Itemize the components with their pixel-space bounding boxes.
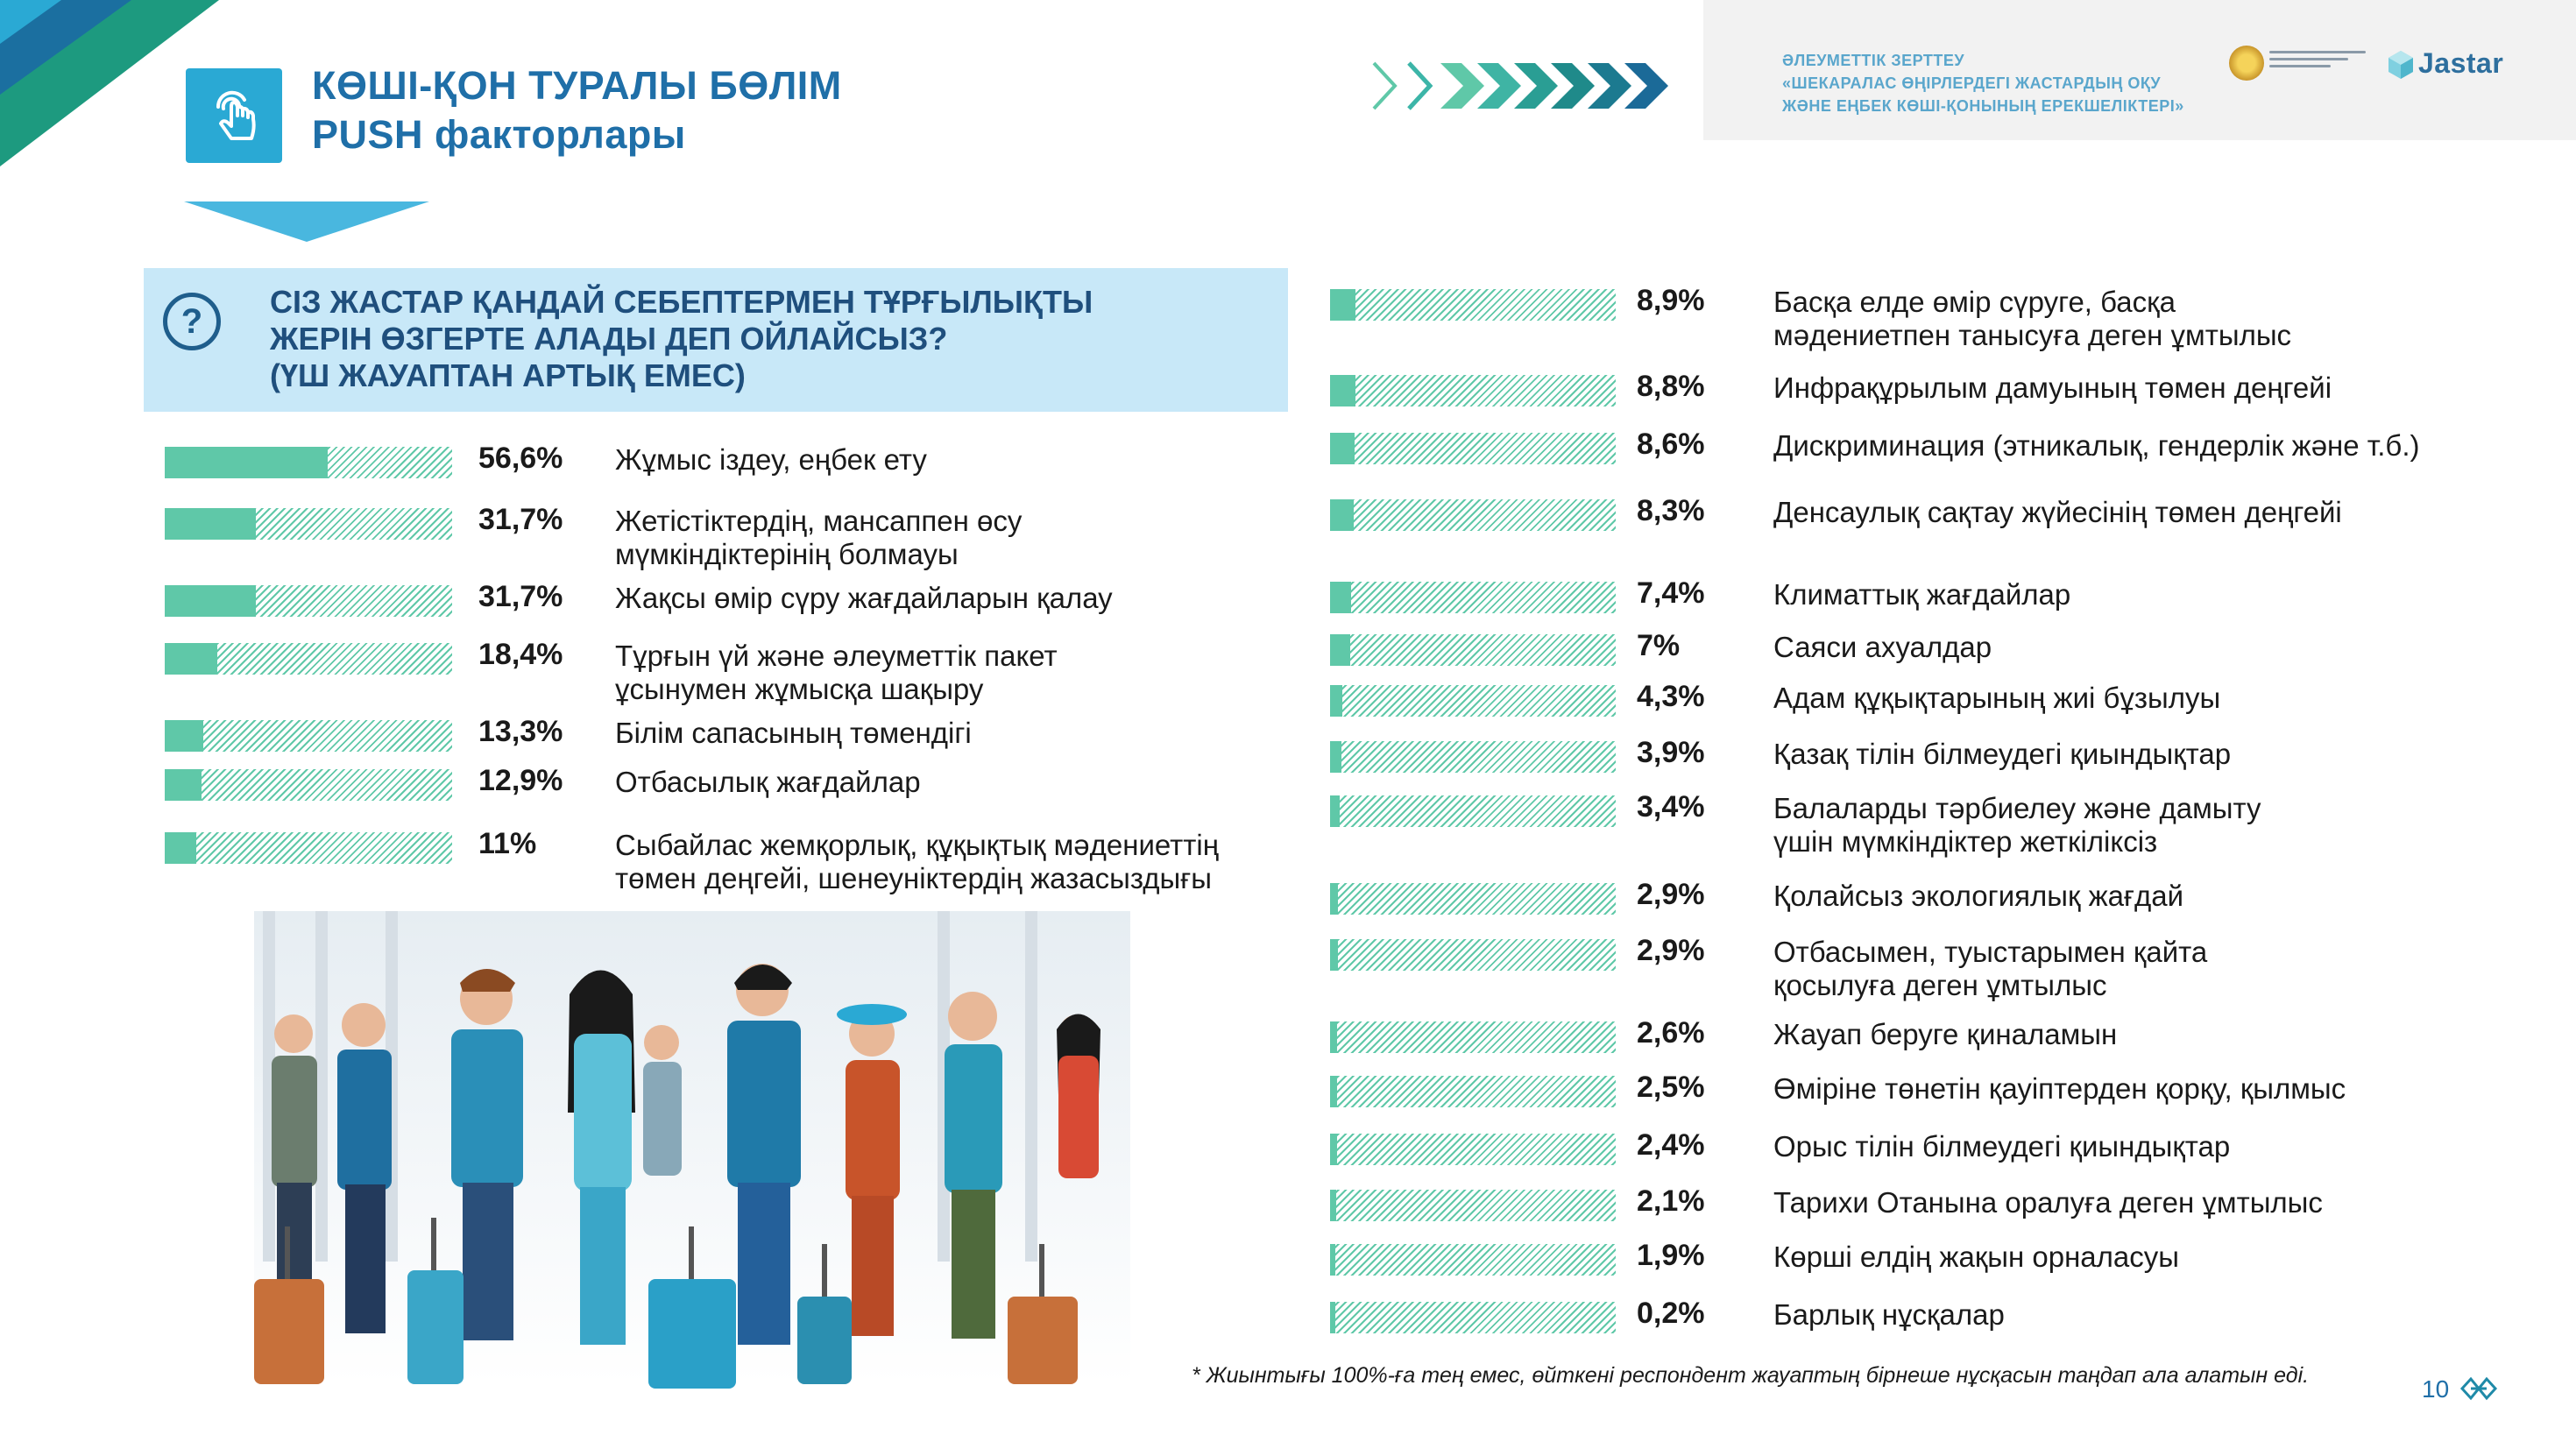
bar-fill (1330, 499, 1354, 531)
bar-track (1330, 289, 1616, 321)
ornament-logo-icon (2459, 1374, 2499, 1403)
bar-category-label: Көрші елдің жақын орналасуы (1773, 1240, 2179, 1273)
bar-category-label: Балаларды тәрбиелеу және дамыту үшін мүмкіндіктер жеткіліксіз (1773, 792, 2261, 858)
bar-track (1330, 375, 1616, 406)
bar-value-label: 2,6% (1637, 1016, 1705, 1050)
page-number: 10 (2422, 1375, 2450, 1403)
question-circle-icon: ? (163, 293, 221, 350)
bar-value-label: 0,2% (1637, 1297, 1705, 1330)
bar-track (1330, 685, 1616, 717)
bar-category-label: Басқа елде өмір сүруге, басқа мәдениетпен танысуға деген ұмтылыс (1773, 286, 2292, 351)
study-label (1782, 49, 2184, 117)
bar-category-label: Орыс тілін білмеудегі қиындықтар (1773, 1130, 2231, 1163)
bar-fill (1330, 1244, 1335, 1276)
bar-fill (1330, 883, 1338, 915)
bar-category-label: Дискриминация (этникалық, гендерлік және т.б.) (1773, 429, 2420, 462)
bar-track (165, 508, 452, 540)
bar-value-label: 8,8% (1637, 370, 1705, 403)
bar-fill (1330, 1134, 1337, 1165)
bar-fill (1330, 582, 1351, 613)
bar-value-label: 3,9% (1637, 736, 1705, 769)
bar-track (1330, 883, 1616, 915)
bar-track (1330, 1244, 1616, 1276)
bar-fill (165, 720, 203, 752)
bar-track (1330, 582, 1616, 613)
bar-value-label: 1,9% (1637, 1239, 1705, 1272)
hand-tap-icon (199, 81, 269, 151)
bar-fill (1330, 289, 1355, 321)
bar-fill (1330, 433, 1355, 464)
jastar-logo-icon (2385, 49, 2417, 81)
bar-category-label: Өміріне төнетін қауіптерден қорқу, қылмыс (1773, 1072, 2346, 1105)
bar-category-label: Жұмыс іздеу, еңбек ету (615, 443, 927, 476)
government-seal-icon (2229, 46, 2264, 81)
bar-fill (165, 447, 328, 478)
bar-category-label: Тұрғын үй және әлеуметтік пакет ұсынумен жұмысқа шақыру (615, 640, 1058, 705)
bar-track (1330, 1021, 1616, 1053)
page-subtitle: PUSH факторлары (312, 112, 686, 157)
bar-value-label: 13,3% (478, 715, 563, 748)
bar-fill (165, 769, 202, 801)
bar-fill (1330, 1190, 1336, 1221)
bar-track (165, 769, 452, 801)
bar-fill (165, 585, 256, 617)
bar-track (1330, 741, 1616, 773)
bar-track (165, 643, 452, 675)
bar-category-label: Білім сапасының төмендігі (615, 717, 972, 749)
bar-category-label: Тарихи Отанына оралуға деген ұмтылыс (1773, 1186, 2323, 1219)
question-line3: (ҮШ ЖАУАПТАН АРТЫҚ ЕМЕС) (270, 357, 746, 393)
bar-value-label: 2,9% (1637, 878, 1705, 911)
bar-value-label: 7,4% (1637, 576, 1705, 610)
bar-category-label: Қолайсыз экологиялық жағдай (1773, 880, 2184, 912)
bar-value-label: 2,9% (1637, 934, 1705, 967)
bar-track (1330, 1134, 1616, 1165)
bar-fill (1330, 1302, 1335, 1333)
bar-category-label: Саяси ахуалдар (1773, 631, 1992, 663)
bar-track (165, 720, 452, 752)
bar-value-label: 56,6% (478, 442, 563, 475)
bar-value-label: 8,6% (1637, 428, 1705, 461)
footnote: * Жиынтығы 100%-ға тең емес, өйткені респондент жауаптың бірнеше нұсқасын таңдап ала алатын еді. (1192, 1363, 2310, 1388)
bar-value-label: 11% (478, 827, 537, 860)
bar-value-label: 3,4% (1637, 790, 1705, 823)
study-label-line2: «ШЕКАРАЛАС ӨҢІРЛЕРДЕГІ ЖАСТАРДЫҢ ОҚУ (1782, 74, 2162, 92)
bar-fill (165, 643, 217, 675)
bar-category-label: Отбасылық жағдайлар (615, 766, 921, 798)
study-label-line3: ЖӘНЕ ЕҢБЕК КӨШІ-ҚОНЫНЫҢ ЕРЕКШЕЛІКТЕРІ» (1782, 97, 2184, 115)
triangle-pointer (184, 201, 429, 242)
bar-track (1330, 939, 1616, 971)
bar-fill (165, 508, 256, 540)
bar-track (165, 832, 452, 864)
bar-category-label: Денсаулық сақтау жүйесінің төмен деңгейі (1773, 496, 2342, 528)
bar-fill (1330, 1076, 1337, 1107)
bar-fill (1330, 741, 1341, 773)
bar-track (1330, 1190, 1616, 1221)
study-label-line1: ӘЛЕУМЕТТІК ЗЕРТТЕУ (1782, 52, 1965, 69)
young-travelers-illustration (237, 911, 1139, 1410)
bar-track (1330, 499, 1616, 531)
bar-track (1330, 1076, 1616, 1107)
question-line1: СІЗ ЖАСТАР ҚАНДАЙ СЕБЕПТЕРМЕН ТҰРҒЫЛЫҚТЫ (270, 284, 1093, 320)
bar-value-label: 8,9% (1637, 284, 1705, 317)
bar-category-label: Отбасымен, туыстарымен қайта қосылуға деген ұмтылыс (1773, 936, 2208, 1001)
bar-track (1330, 1302, 1616, 1333)
bar-category-label: Жақсы өмір сүру жағдайларын қалау (615, 582, 1113, 614)
government-logo-text (2269, 51, 2374, 77)
bar-value-label: 7% (1637, 629, 1681, 662)
bar-fill (1330, 634, 1350, 666)
bar-value-label: 31,7% (478, 503, 563, 536)
question-line2: ЖЕРІН ӨЗГЕРТЕ АЛАДЫ ДЕП ОЙЛАЙСЫЗ? (270, 321, 948, 357)
bar-track (165, 447, 452, 478)
hand-tap-icon-box (186, 68, 282, 163)
bar-value-label: 2,4% (1637, 1128, 1705, 1162)
jastar-logo-text: Jastar (2418, 47, 2504, 79)
bar-track (1330, 634, 1616, 666)
bar-track (1330, 433, 1616, 464)
bar-category-label: Климаттық жағдайлар (1773, 578, 2071, 611)
bar-fill (1330, 1021, 1337, 1053)
bar-fill (1330, 375, 1355, 406)
bar-fill (1330, 795, 1340, 827)
bar-value-label: 18,4% (478, 638, 563, 671)
bar-value-label: 2,5% (1637, 1071, 1705, 1104)
bar-category-label: Жетістіктердің, мансаппен өсу мүмкіндіктерінің болмауы (615, 505, 1023, 570)
bar-value-label: 12,9% (478, 764, 563, 797)
question-text (270, 284, 1093, 394)
bar-category-label: Инфрақұрылым дамуының төмен деңгейі (1773, 371, 2332, 404)
bar-value-label: 31,7% (478, 580, 563, 613)
bar-fill (165, 832, 196, 864)
bar-track (1330, 795, 1616, 827)
bar-category-label: Адам құқықтарының жиі бұзылуы (1773, 682, 2221, 714)
bar-category-label: Жауап беруге қиналамын (1773, 1018, 2118, 1050)
bar-category-label: Сыбайлас жемқорлық, құқықтық мәдениеттің төмен деңгейі, шенеуніктердің жазасыздығы (615, 829, 1219, 894)
page-title: КӨШІ-ҚОН ТУРАЛЫ БӨЛІМ (312, 63, 842, 108)
bar-fill (1330, 939, 1338, 971)
bar-fill (1330, 685, 1342, 717)
bar-value-label: 2,1% (1637, 1184, 1705, 1218)
bar-category-label: Барлық нұсқалар (1773, 1298, 2005, 1331)
bar-value-label: 8,3% (1637, 494, 1705, 527)
bar-value-label: 4,3% (1637, 680, 1705, 713)
chevrons-icon (1367, 58, 1674, 114)
bar-category-label: Қазақ тілін білмеудегі қиындықтар (1773, 738, 2232, 770)
bar-track (165, 585, 452, 617)
